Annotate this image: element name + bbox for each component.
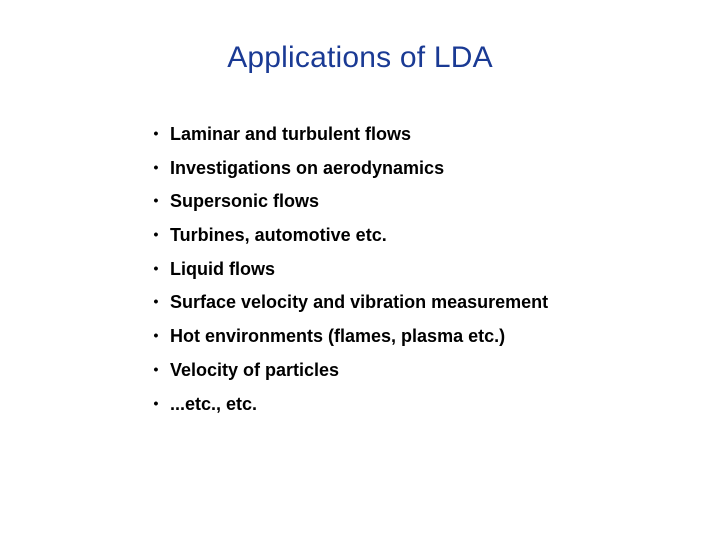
bullet-text: Liquid flows [170,258,275,279]
slide-title: Applications of LDA [227,41,493,74]
bullet-icon: • [153,394,159,411]
bullet-icon: • [153,293,159,310]
bullet-icon: • [153,125,159,141]
bullet-text: Surface velocity and vibration measurement [170,292,549,313]
bullet-icon: • [153,327,159,344]
bullet-icon: • [153,158,159,175]
bullet-text: Investigations on aerodynamics [170,157,445,178]
bullet-text: Laminar and turbulent flows [170,124,412,144]
bullet-text: Velocity of particles [170,359,340,380]
bullet-text: Hot environments (flames, plasma etc.) [170,326,506,347]
bullet-text: Turbines, automotive etc. [170,225,387,246]
bullet-icon: • [153,259,159,276]
bullet-icon: • [153,226,159,243]
bullet-icon: • [153,360,159,377]
bullet-text: ...etc., etc. [170,393,258,414]
bullet-icon: • [153,192,159,209]
bullet-text: Supersonic flows [170,191,320,212]
